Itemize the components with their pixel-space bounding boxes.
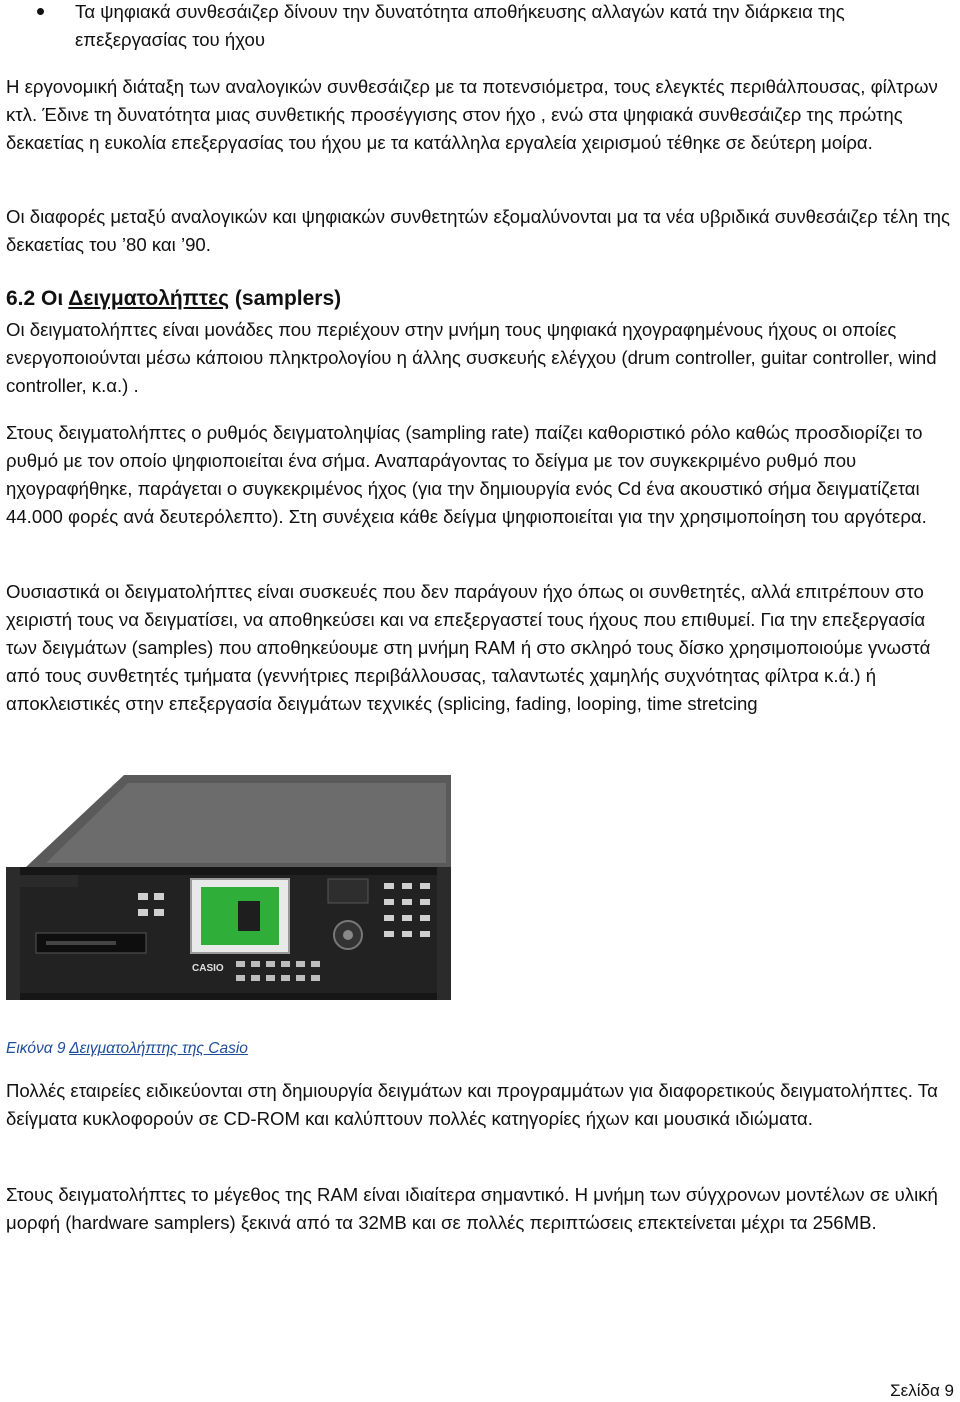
paragraph-ram-size: Στους δειγματολήπτες το μέγεθος της RAM είναι ιδιαίτερα σημαντικό. Η μνήμη των σύγχρονων μοντέλων σε υλική μορφή (hardware samplers) ξεκινά από τα 32MB και σε πολλές περιπτώσεις επεκτείνεται μέχρι τα 256MB.: [6, 1184, 938, 1233]
figure-caption: [6, 1038, 248, 1060]
paragraph-samplers-definition: Οι δειγματολήπτες είναι μονάδες που περιέχουν στην μνήμη τους ψηφιακά ηχογραφημένους ήχους οι οποίες ενεργοποιούνται μέσω κάποιου πληκτρολογίου η άλλης συσκευής ελέγχου (drum controller, guitar controller, wind controller, κ.α.) .: [6, 319, 937, 396]
heading-word-oi: Οι: [41, 287, 64, 310]
heading-word-samplers: (samplers): [234, 287, 342, 310]
paragraph-sample-companies: Πολλές εταιρείες ειδικεύονται στη δημιουργία δειγμάτων και προγραμμάτων για διαφορετικούς δειγματολήπτες. Τα δείγματα κυκλοφορούν σε CD-ROM και καλύπτουν πολλές κατηγορίες ήχων και μουσικά ιδιώματα.: [6, 1080, 938, 1129]
section-number: 6.2: [6, 287, 36, 310]
paragraph-analog-ergonomics: Η εργονομική διάταξη των αναλογικών συνθεσάιζερ με τα ποτενσιόμετρα, τους ελεγκτές περιθάλπουσας, φίλτρων κτλ. Έδινε τη δυνατότητα μιας συνθετικής προσέγγισης στον ήχο , ενώ στα ψηφιακά συνθεσάιζερ της πρώτης δεκαετίας η ευκολία επεξεργασίας του ήχου με τα κατάλληλα εργαλεία χειρισμού τέθηκε σε δεύτερη μοίρα.: [6, 76, 938, 153]
paragraph-samplers-essence: Ουσιαστικά οι δειγματολήπτες είναι συσκευές που δεν παράγουν ήχο όπως οι συνθετητές, αλλά επιτρέπουν στο χειριστή τους να δειγματίσει, να αποθηκεύσει και να επεξεργαστεί τους ήχους που επιθυμεί. Για την επεξεργασία των δειγμάτων (samples) που αποθηκεύουμε στη μνήμη RAM ή στο σκληρό τους δίσκο χρησιμοποιούμε γνωστά από τους συνθετητές τμήματα (γεννήτριες περιβάλλουσας, ταλαντωτές χαμηλής συχνότητας φίλτρα κ.ά.) ή αποκλειστικές στην επεξεργασία δειγμάτων τεχνικές (splicing, fading, looping, time stretcing: [6, 581, 931, 714]
casio-sampler-illustration: [6, 775, 451, 1000]
section-heading: [6, 285, 341, 313]
bullet-icon: [37, 8, 44, 15]
bullet-text: Τα ψηφιακά συνθεσάιζερ δίνουν την δυνατότητα αποθήκευσης αλλαγών κατά την διάρκεια της επεξεργασίας του ήχου: [75, 1, 845, 50]
paragraph-sampling-rate: Στους δειγματολήπτες ο ρυθμός δειγματοληψίας (sampling rate) παίζει καθοριστικό ρόλο καθώς προσδιορίζει το ρυθμό με τον οποίο ψηφιοποιείται ένα σήμα. Αναπαράγοντας το δείγμα με τον συγκεκριμένο ρυθμό που ηχογραφήθηκε, παράγεται ο συγκεκριμένος ήχος (για την δημιουργία ενός Cd ένα ακουστικό σήμα δειγματίζεται 44.000 φορές ανά δευτερόλεπτο). Στη συνέχεια κάθε δείγμα ψηφιοποιείται για την χρησιμοποίηση του αργότερα.: [6, 422, 927, 527]
casio-sampler-image: [6, 775, 451, 1000]
page-number: Σελίδα 9: [890, 1381, 954, 1400]
caption-prefix: Εικόνα 9: [6, 1040, 70, 1057]
brand-logo: CASIO: [192, 963, 224, 974]
paragraph-differences: Οι διαφορές μεταξύ αναλογικών και ψηφιακών συνθετητών εξομαλύνονται μα τα νέα υβριδικά συνθεσάιζερ τέλη της δεκαετίας του ’80 και ’90.: [6, 206, 950, 255]
caption-text: Δειγματολήπτης της Casio: [69, 1040, 248, 1057]
heading-word-samplers-greek: Δειγματολήπτες: [68, 287, 230, 310]
